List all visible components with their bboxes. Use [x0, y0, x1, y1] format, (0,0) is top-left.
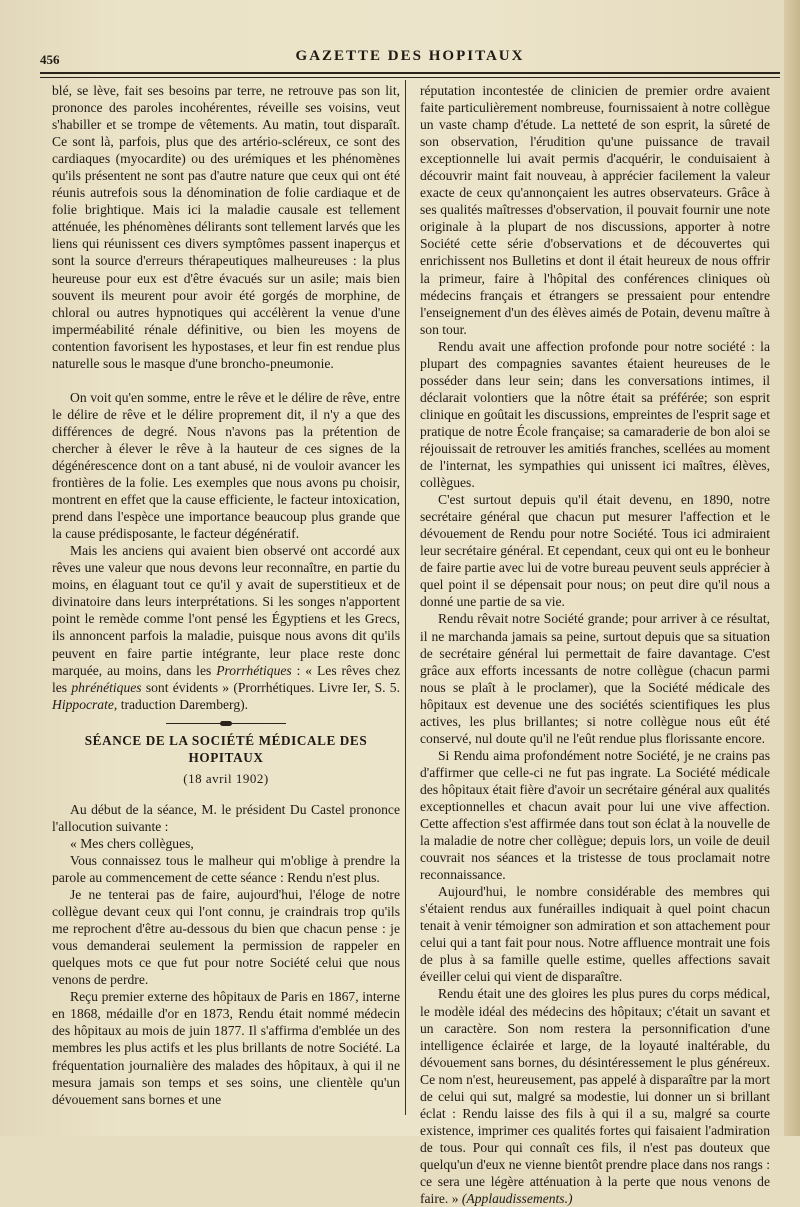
- right-paragraph-1: réputation incontestée de clinicien de premier ordre avaient faite particulièrement nombreuse, fournissaient à notre collègue un vaste champ d'étude. La netteté de son esprit, la sûreté de son observation, l'érudition qu'une puissance de travail exceptionnelle lui avait permis d'acquérir, le conduisaient à découvrir maint fait nouveau, à apprécier facilement la valeur exacte de ceux qu'annonçaient les autres observateurs. Grâce à ses qualités maîtresses d'observation, il pouvait fournir une note originale à la plupart de nos discussions, apporter à notre Société cette série d'observations et de découvertes qui enrichissent nos Bulletins et dont il était heureux de nous offrir la primeur, faire à l'hôpital des conférences cliniques où médecins français et étrangers se pressaient pour entendre l'enseignement d'un des élèves aimés de Potain, devenu maître à son tour.: [420, 83, 770, 337]
- text-run: Mais les anciens qui avaient bien observé ont accordé aux rêves une valeur que nous devons leur reconnaître, en partie du moins, en élaguant tout ce qu'il y avait de superstitieux et de divinatoire dans leurs interprétations. Si les songes n'apportent point le remède comme l'ont pensé les Égyptiens et les Grecs, ils annoncent parfois la maladie, puisque nous avons dit qu'ils peuvent en faire partie intégrante, leur place reste donc marquée, au moins, dans les: [52, 543, 400, 678]
- italic-citation: Hippocrate: [52, 696, 114, 712]
- text-run: Rendu était une des gloires les plus pures du corps médical, le modèle idéal des médecins des hôpitaux; c'était un savant et un caractère. Son nom restera la personnification d'une intelligence éclairée et large, de la loyauté inaltérable, du dévouement sans bornes, du désintéressement le plus généreux. Ce nom n'est, heureusement, pas appelé à disparaître par la mort de celui qui sut, malgré sa modestie, lui donner un si brillant éclat : Rendu laisse des fils à qui il a su, malgré sa courte existence, imprimer ces qualités fortes qui faisaient l'admiration de tous. Pour qui connaît ces fils, il n'est pas douteux que quelqu'un d'eux ne vienne bientôt prendre place dans nos rangs : ce sera une légère atténuation à la perte que nous venons de faire. »: [420, 986, 770, 1207]
- page-header: [40, 44, 780, 70]
- left-paragraph-4: Au début de la séance, M. le président Du Castel prononce l'allocution suivante :: [52, 801, 400, 834]
- right-paragraph-6: Aujourd'hui, le nombre considérable des membres qui s'étaient rendus aux funérailles indiquait à quel point chacun tenait à venir témoigner son admiration et son attachement pour celui qui a tant fait pour nous. Notre affluence montrait une fois de plus à sa famille quelle estime, quelles affections savait éveiller celui qui vient de disparaître.: [420, 884, 770, 985]
- right-paragraph-2: Rendu avait une affection profonde pour notre société : la plupart des compagnies savantes étaient heureuses de le posséder dans leur sein; dans les conversations intimes, il déclarait volontiers que la nôtre était sa préférée; son esprit clinique en goûtait les discussions, empreintes de l'esprit sage et pratique de notre École française; sa camaraderie de bon aloi se réjouissait de retrouver les amitiés franches, scellées au moment de l'internat, les sympathies qui unissent ici maîtres, élèves, collègues.: [420, 338, 770, 491]
- left-paragraph-7: Je ne tenterai pas de faire, aujourd'hui, l'éloge de notre collègue devant ceux qui l'ont connu, je craindrais trop qu'ils me reprochent d'être au-dessous du bien que chacun pense : je vous demanderai seulement la permission de rappeler en quelques mots ce que fut pour notre Société celui que nous venons de perdre.: [52, 887, 400, 988]
- text-run: , traduction Daremberg).: [113, 696, 249, 712]
- right-paragraph-3: C'est surtout depuis qu'il était devenu, en 1890, notre secrétaire général que chacun put mesurer l'affection et le dévouement de Rendu pour notre Société. Tous ici admiraient leur secrétaire général. Et cependant, ceux qui ont eu le bonheur de faire partie avec lui de votre bureau peuvent seuls apprécier à quel point il se dépensait pour nous; on peut dire qu'il nous a donné une partie de sa vie.: [420, 492, 770, 610]
- left-column: [52, 82, 400, 1108]
- left-paragraph-6: Vous connaissez tous le malheur qui m'oblige à prendre la parole au commencement de cette séance : Rendu n'est plus.: [52, 852, 400, 886]
- page-number: 456: [40, 52, 60, 67]
- section-title: SÉANCE DE LA SOCIÉTÉ MÉDICALE DES HOPITAUX: [84, 732, 368, 765]
- left-paragraph-8: Reçu premier externe des hôpitaux de Paris en 1867, interne en 1868, médaille d'or en 1873, Rendu était nommé médecin des hôpitaux au mois de juin 1877. Il s'affirma d'emblée un des membres les plus actifs et les plus brillants de notre Société. La fréquentation journalière des malades des hôpitaux, à qui il ne mesura jamais son temps et ses soins, une clientèle qu'un dévouement sans bornes et une: [52, 989, 400, 1107]
- right-paragraph-7: [420, 985, 770, 1207]
- section-separator: [166, 723, 286, 724]
- header-rule: [40, 72, 780, 78]
- column-divider: [405, 80, 406, 1115]
- right-column: [420, 82, 770, 1207]
- running-title: GAZETTE DES HOPITAUX: [295, 48, 525, 64]
- left-paragraph-3: [52, 542, 400, 712]
- left-paragraph-2: On voit qu'en somme, entre le rêve et le délire de rêve, entre le délire de rêve et le délire proprement dit, il n'y a que des différences de degré. Nous n'avons pas la prétention de chercher à élever le rêve à la hauteur de ces signes de la dégénérescence dont on a tant abusé, ni de vouloir avancer les frontières de la folie. Les exemples que nous avons pu choisir, montrent en effet que la cause efficiente, le facteur intoxication, prend dans l'espèce une importance beaucoup plus grande que la cause prédisposante, le facteur dégénératif.: [52, 389, 400, 542]
- text-run: sont évidents » (Prorrhétiques. Livre Ier, S. 5.: [141, 679, 401, 695]
- left-paragraph-1: blé, se lève, fait ses besoins par terre, ne retrouve pas son lit, prononce des paroles incohérentes, réveille ses voisins, veut s'habiller et se trompe de vêtements. Au matin, tout disparaît. Ce sont là, parfois, plus que des artério-scléreux, ce sont des cardiaques (myocardite) ou des urémiques et les phénomènes qu'ils présentent ne sont pas d'autre nature que ceux qui ont été réunis autrefois sous la dénomination de folie cardiaque et de folie brightique. Mais ici la maladie causale est tellement atténuée, les phénomènes délirants sont tellement larvés que les liens qui réunissent ces divers symptômes passent inaperçus et sont la source d'erreurs thérapeutiques malheureuses : la plus heureuse pour eux est d'être évacués sur un asile; mais bien souvent ils meurent pour avoir été gorgés de morphine, de chloral ou autres hypnotiques qui accélèrent la venue d'une imperméabilité rénale définitive, ou bien les moyens de contention favorisent les hypostases, et leur fin est rendue plus naturelle sous le masque d'une broncho-pneumonie.: [52, 83, 400, 371]
- section-date: (18 avril 1902): [183, 770, 269, 786]
- text-run: : « Les rêves chez les: [52, 662, 400, 695]
- right-paragraph-4: Rendu rêvait notre Société grande; pour arriver à ce résultat, il ne marchanda jamais sa peine, surtout depuis que sa situation de secrétaire général lui permettait de faire davantage. C'est grâce aux efforts incessants de notre collègue (chacun parmi nous se plaît à le proclamer), que la Société médicale des hôpitaux est devenue une des sociétés scientifiques les plus actives, les plus brillantes; si notre collègue nous eût été conservé, nul doute qu'il ne l'eût rendue plus florissante encore.: [420, 611, 770, 746]
- italic-note: (Applaudissements.): [461, 1191, 573, 1207]
- left-paragraph-5: « Mes chers collègues,: [70, 835, 194, 851]
- italic-citation: phrénétiques: [71, 679, 142, 695]
- right-paragraph-5: Si Rendu aima profondément notre Société, je ne crains pas d'affirmer que celle-ci ne fut pas ingrate. La Société médicale des hôpitaux était fière d'avoir un secrétaire général aux qualités exceptionnelles et chacun avait pour lui une vive affection. Cette affection s'est affirmée dans tout son éclat à la nouvelle de la maladie de notre cher collègue; depuis lors, un voile de deuil couvrait nos séances et la tristesse de tous proclamait notre reconnaissance.: [420, 747, 770, 883]
- page-edge-shadow: [784, 0, 800, 1136]
- italic-citation: Prorrhétiques: [216, 662, 292, 678]
- paragraph-gap: [52, 372, 400, 389]
